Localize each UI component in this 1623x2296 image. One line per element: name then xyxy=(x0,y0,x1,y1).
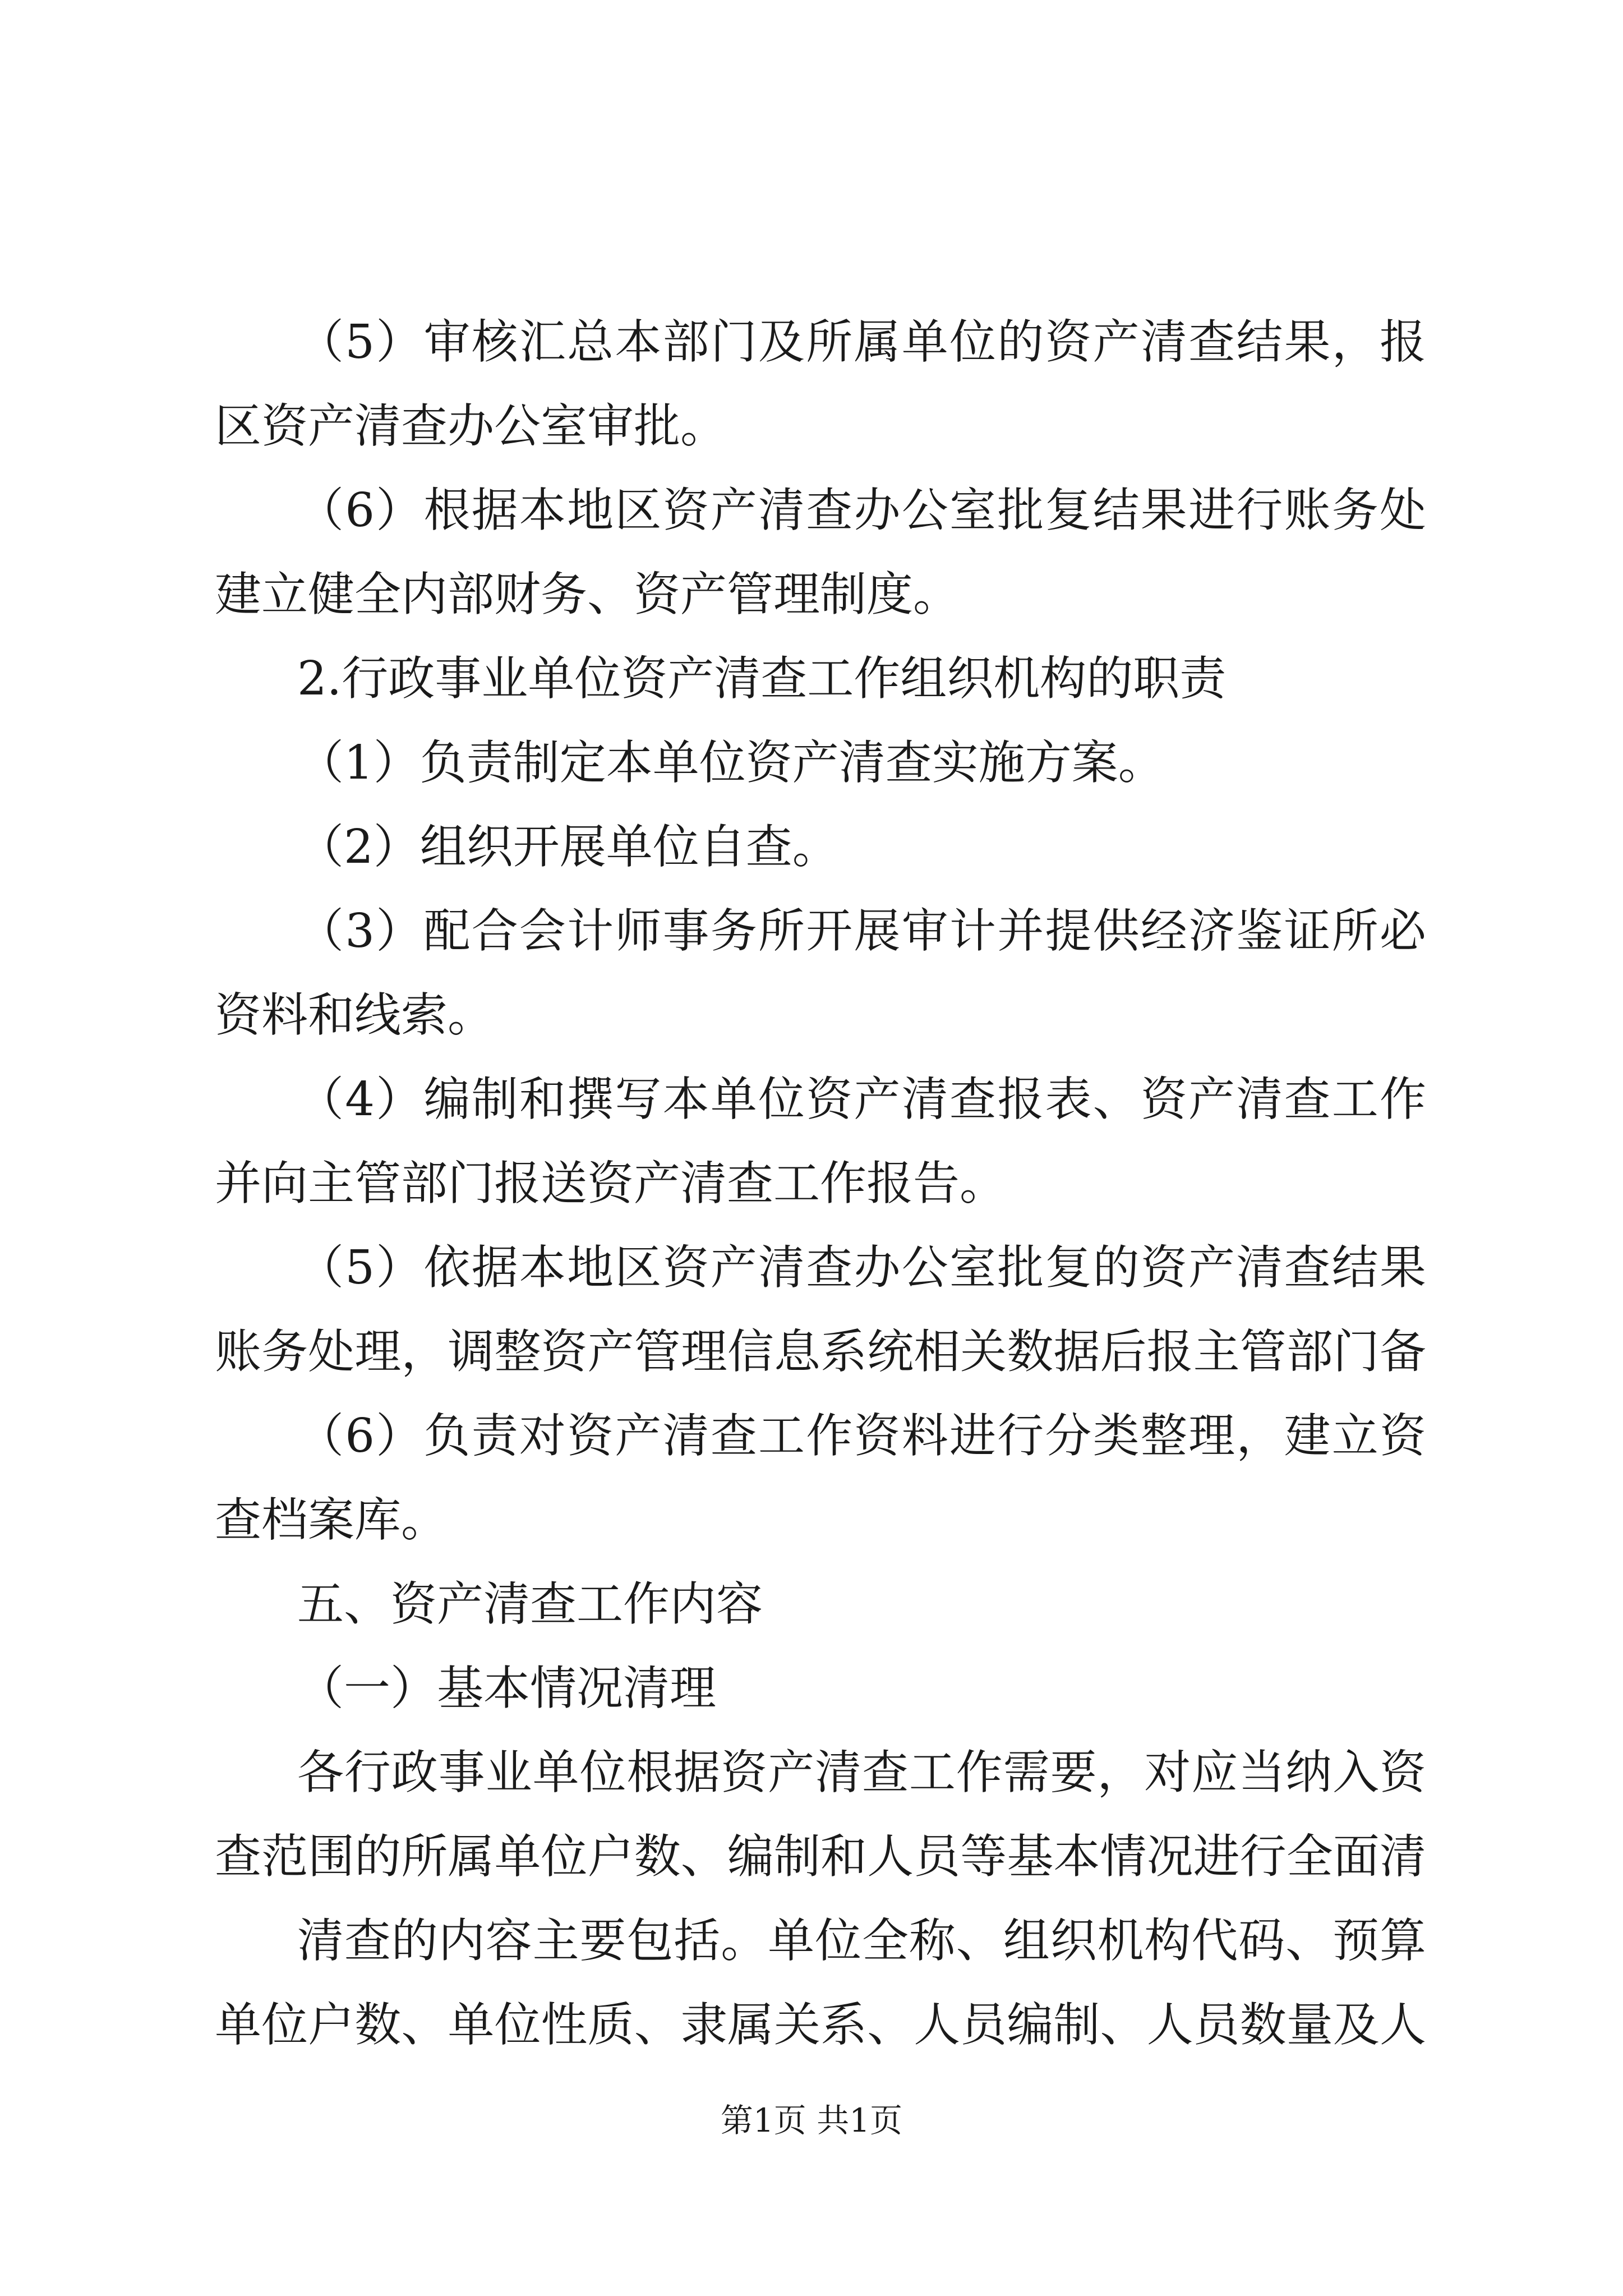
text-line: （6）根据本地区资产清查办公室批复结果进行账务处 xyxy=(297,483,1426,537)
text-line: （2）组织开展单位自查。 xyxy=(297,820,839,874)
text-line: （4）编制和撰写本单位资产清查报表、资产清查工作 xyxy=(297,1072,1426,1126)
text-line: （一）基本情况清理 xyxy=(297,1661,716,1715)
text-line: 单位户数、单位性质、隶属关系、人员编制、人员数量及人 xyxy=(215,1998,1426,2052)
text-line: 建立健全内部财务、资产管理制度。 xyxy=(215,567,960,622)
text-line: （1）负责制定本单位资产清查实施方案。 xyxy=(297,735,1165,790)
document-body xyxy=(215,300,1426,2067)
text-line: 五、资产清查工作内容 xyxy=(297,1577,763,1631)
text-line: 2.行政事业单位资产清查工作组织机构的职责 xyxy=(297,651,1227,706)
text-line: （3）配合会计师事务所开展审计并提供经济鉴证所必 xyxy=(297,904,1426,958)
text-line: 区资产清查办公室审批。 xyxy=(215,399,727,453)
text-line: （6）负责对资产清查工作资料进行分类整理，建立资 xyxy=(297,1409,1426,1463)
text-line: 资料和线索。 xyxy=(215,988,494,1042)
page-footer: 第1页 共1页 xyxy=(720,2101,903,2139)
text-line: （5）审核汇总本部门及所属单位的资产清查结果，报 xyxy=(297,315,1426,369)
text-line: 各行政事业单位根据资产清查工作需要，对应当纳入资 xyxy=(297,1745,1426,1800)
text-line: 清查的内容主要包括。单位全称、组织机构代码、预算 xyxy=(297,1913,1426,1968)
text-line: 查范围的所属单位户数、编制和人员等基本情况进行全面清 xyxy=(215,1829,1426,1884)
text-line: 账务处理，调整资产管理信息系统相关数据后报主管部门备 xyxy=(215,1324,1426,1379)
text-line: 并向主管部门报送资产清查工作报告。 xyxy=(215,1156,1006,1211)
text-line: （5）依据本地区资产清查办公室批复的资产清查结果 xyxy=(297,1240,1426,1295)
text-line: 查档案库。 xyxy=(215,1493,448,1547)
